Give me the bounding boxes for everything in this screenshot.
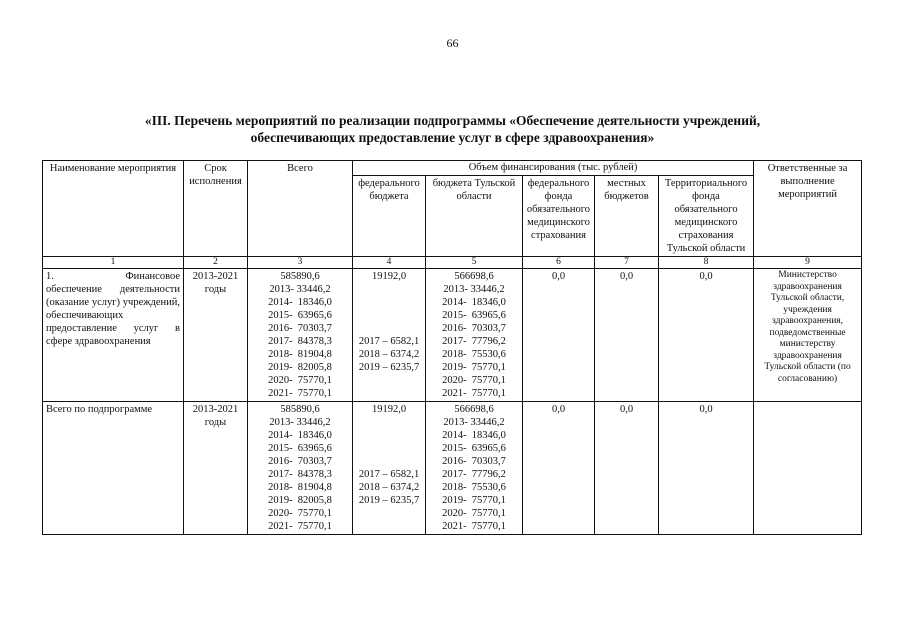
row-name <box>43 402 184 535</box>
column-number: 6 <box>523 257 595 269</box>
row-name-first: Всего по подпрограмме <box>46 404 153 415</box>
column-number: 8 <box>659 257 754 269</box>
header-federal-fund: федерального фонда обязательного медицинского страхования <box>523 176 595 257</box>
header-row-1 <box>43 161 862 176</box>
header-federal: федерального бюджета <box>353 176 426 257</box>
row-name-rest: обеспечение деятельности (оказание услуг) учреждений, обеспечивающих предоставление услуг в сфере здравоохранения <box>46 284 180 347</box>
row-local: 0,0 <box>595 402 659 535</box>
row-territorial-fund: 0,0 <box>659 269 754 402</box>
funding-table <box>42 160 862 535</box>
header-total: Всего <box>248 161 353 257</box>
row-name <box>43 269 184 402</box>
column-number-row <box>43 257 862 269</box>
row-responsible <box>754 402 862 535</box>
header-regional: бюджета Тульской области <box>426 176 523 257</box>
row-federal: 19192,0 2017 – 6582,1 2018 – 6374,2 2019 – 6235,7 <box>353 402 426 535</box>
column-number: 2 <box>184 257 248 269</box>
header-term: Срок исполнения <box>184 161 248 257</box>
header-territorial-fund: Территориального фонда обязательного медицинского страхования Тульской области <box>659 176 754 257</box>
row-responsible: Министерство здравоохранения Тульской области, учреждения здравоохранения, подведомственные министерству здравоохранения Тульской области (по согласованию) <box>754 269 862 402</box>
header-local: местных бюджетов <box>595 176 659 257</box>
header-name: Наименование мероприятия <box>43 161 184 257</box>
table-row <box>43 402 862 535</box>
row-federal: 19192,0 2017 – 6582,1 2018 – 6374,2 2019 – 6235,7 <box>353 269 426 402</box>
title-line-1: «III. Перечень мероприятий по реализации подпрограммы «Обеспечение деятельности учреждений, <box>144 113 761 128</box>
header-responsible: Ответственные за выполнение мероприятий <box>754 161 862 257</box>
row-territorial-fund: 0,0 <box>659 402 754 535</box>
column-number: 3 <box>248 257 353 269</box>
row-name-first: 1. Финансовое <box>46 271 180 282</box>
row-term: 2013-2021 годы <box>184 269 248 402</box>
column-number: 9 <box>754 257 862 269</box>
row-federal-fund: 0,0 <box>523 269 595 402</box>
header-funding: Объем финансирования (тыс. рублей) <box>353 161 754 176</box>
column-number: 4 <box>353 257 426 269</box>
row-total: 585890,6 2013- 33446,2 2014- 18346,0 2015- 63965,6 2016- 70303,7 2017- 84378,3 2018- 81904,8 2019- 82005,8 2020- 75770,1 2021- 75770,1 <box>248 269 353 402</box>
column-number: 1 <box>43 257 184 269</box>
row-regional: 566698,6 2013- 33446,2 2014- 18346,0 2015- 63965,6 2016- 70303,7 2017- 77796,2 2018- 75530,6 2019- 75770,1 2020- 75770,1 2021- 75770,1 <box>426 269 523 402</box>
page-number: 66 <box>446 36 459 50</box>
row-local: 0,0 <box>595 269 659 402</box>
table-row <box>43 269 862 402</box>
row-regional: 566698,6 2013- 33446,2 2014- 18346,0 2015- 63965,6 2016- 70303,7 2017- 77796,2 2018- 75530,6 2019- 75770,1 2020- 75770,1 2021- 75770,1 <box>426 402 523 535</box>
title-line-2: обеспечивающих предоставление услуг в сфере здравоохранения» <box>250 130 655 145</box>
column-number: 7 <box>595 257 659 269</box>
row-federal-fund: 0,0 <box>523 402 595 535</box>
row-term: 2013-2021 годы <box>184 402 248 535</box>
document-title <box>0 112 905 146</box>
column-number: 5 <box>426 257 523 269</box>
row-total: 585890,6 2013- 33446,2 2014- 18346,0 2015- 63965,6 2016- 70303,7 2017- 84378,3 2018- 81904,8 2019- 82005,8 2020- 75770,1 2021- 75770,1 <box>248 402 353 535</box>
